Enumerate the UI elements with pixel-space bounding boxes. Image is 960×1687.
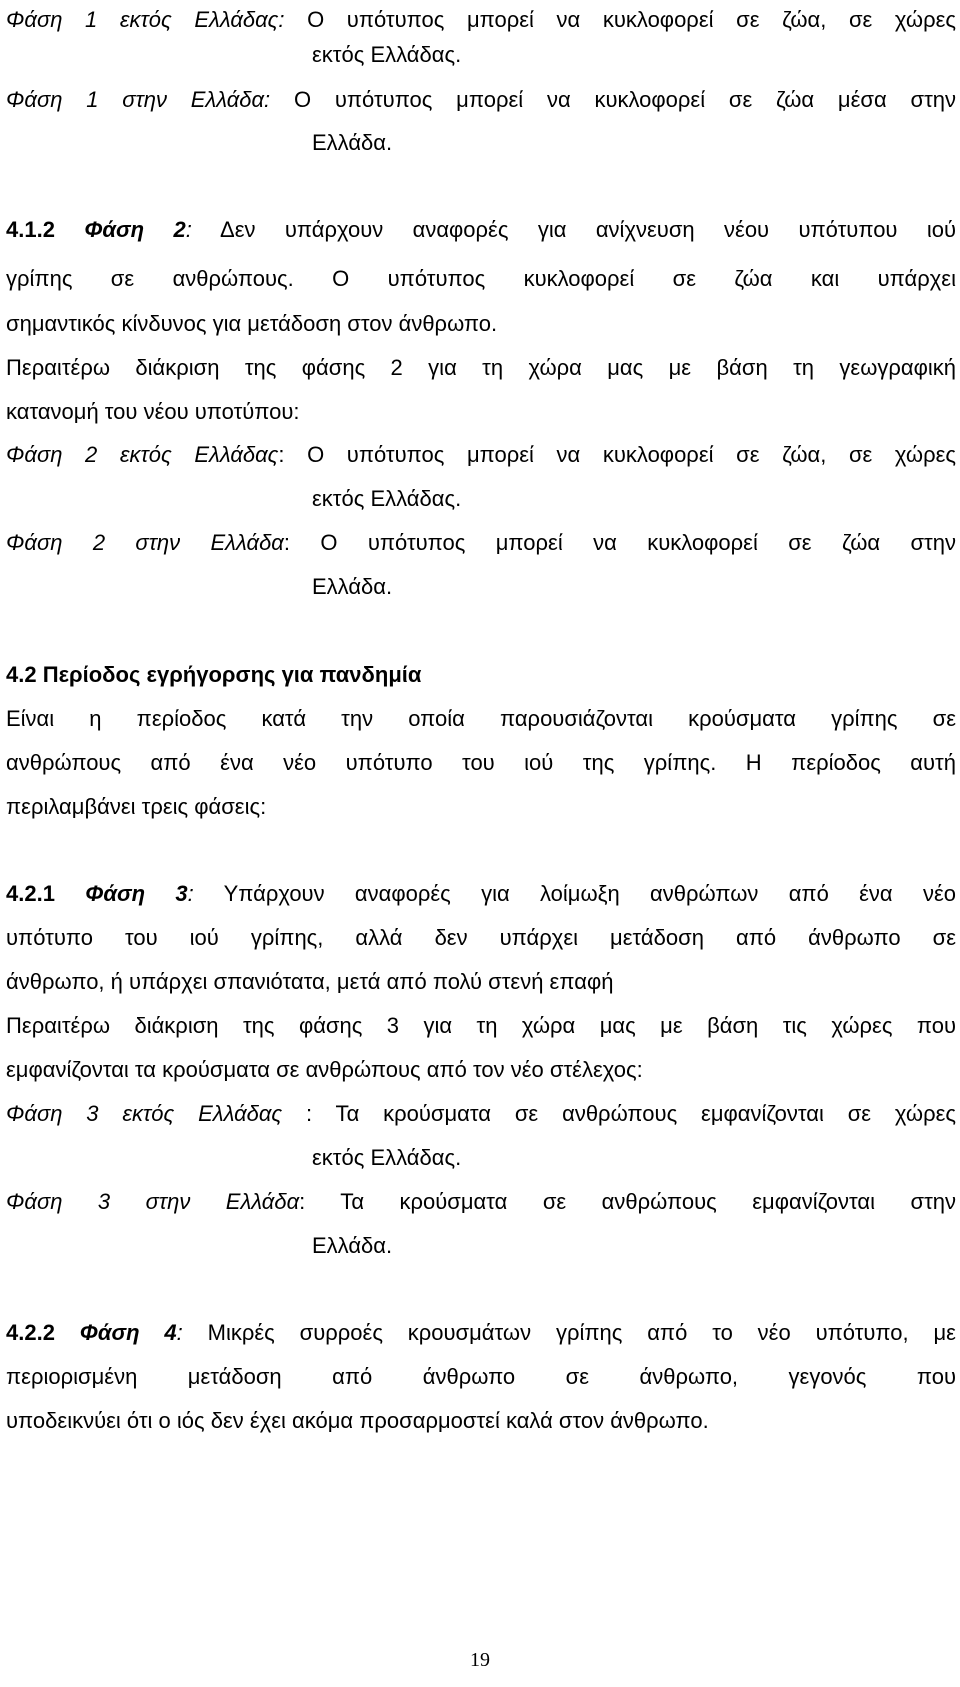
section-4-2-2-heading-line <box>6 1320 956 1346</box>
phase1-greece-text: Ο υπότυπος μπορεί να κυκλοφορεί σε ζώα μέσα στην <box>270 87 956 112</box>
phase1-greece-label: Φάση 1 στην Ελλάδα: <box>6 87 271 112</box>
paragraph-line: σημαντικός κίνδυνος για μετάδοση στον άνθρωπο. <box>6 311 498 336</box>
paragraph-line: Περαιτέρω διάκριση της φάσης 2 για τη χώρα μας με βάση τη γεωγραφική <box>6 355 956 380</box>
phase3-greece-continuation: Ελλάδα. <box>312 1233 393 1258</box>
section-colon: : <box>185 217 192 242</box>
paragraph-line: Είναι η περίοδος κατά την οποία παρουσιάζονται κρούσματα γρίπης σε <box>6 706 956 731</box>
section-title: Φάση 3 <box>54 881 188 906</box>
phase1-greece-line <box>6 87 956 113</box>
phase3-greece-line <box>6 1189 956 1215</box>
section-title: Φάση 4 <box>54 1320 177 1345</box>
phase1-greece-continuation: Ελλάδα. <box>312 130 393 155</box>
paragraph-line: ανθρώπους από ένα νέο υπότυπο του ιού της γρίπης. Η περίοδος αυτή <box>6 750 956 775</box>
section-text: Υπάρχουν αναφορές για λοίμωξη ανθρώπων από ένα νέο <box>193 881 957 906</box>
section-title: Φάση 2 <box>54 217 186 242</box>
phase3-outside-line <box>6 1101 956 1127</box>
phase2-greece-text: : Ο υπότυπος μπορεί να κυκλοφορεί σε ζώα στην <box>283 530 956 555</box>
paragraph-line: κατανομή του νέου υποτύπου: <box>6 399 300 424</box>
section-colon: : <box>176 1320 183 1345</box>
paragraph-line: Περαιτέρω διάκριση της φάσης 3 για τη χώρα μας με βάση τις χώρες που <box>6 1013 956 1038</box>
section-text: Δεν υπάρχουν αναφορές για ανίχνευση νέου υπότυπου ιού <box>191 217 956 242</box>
section-4-2-1-heading-line <box>6 881 956 907</box>
section-4-2-heading: 4.2 Περίοδος εγρήγορσης για πανδημία <box>6 662 422 687</box>
paragraph-line: περιορισμένη μετάδοση από άνθρωπο σε άνθρωπο, γεγονός που <box>6 1364 956 1389</box>
phase3-greece-label: Φάση 3 στην Ελλάδα <box>6 1189 300 1214</box>
section-number: 4.2.2 <box>6 1320 55 1345</box>
paragraph-line: υπότυπο του ιού γρίπης, αλλά δεν υπάρχει μετάδοση από άνθρωπο σε <box>6 925 956 950</box>
phase3-outside-continuation: εκτός Ελλάδας. <box>312 1145 462 1170</box>
phase1-outside-label: Φάση 1 εκτός Ελλάδας: <box>6 7 285 32</box>
section-number: 4.2.1 <box>6 881 55 906</box>
phase2-outside-label: Φάση 2 εκτός Ελλάδας <box>6 442 279 467</box>
phase2-greece-continuation: Ελλάδα. <box>312 574 393 599</box>
paragraph-line: εμφανίζονται τα κρούσματα σε ανθρώπους από τον νέο στέλεχος: <box>6 1057 643 1082</box>
section-colon: : <box>187 881 194 906</box>
section-text: Μικρές συρροές κρουσμάτων γρίπης από το νέο υπότυπο, με <box>182 1320 956 1345</box>
phase1-outside-line <box>6 7 956 33</box>
phase2-outside-text: : Ο υπότυπος μπορεί να κυκλοφορεί σε ζώα, σε χώρες <box>278 442 956 467</box>
paragraph-line: περιλαμβάνει τρεις φάσεις: <box>6 794 267 819</box>
phase2-greece-label: Φάση 2 στην Ελλάδα <box>6 530 284 555</box>
phase3-outside-label: Φάση 3 εκτός Ελλάδας <box>6 1101 283 1126</box>
section-number: 4.1.2 <box>6 217 55 242</box>
phase2-outside-line <box>6 442 956 468</box>
paragraph-line: άνθρωπο, ή υπάρχει σπανιότατα, μετά από πολύ στενή επαφή <box>6 969 614 994</box>
phase1-outside-text: Ο υπότυπος μπορεί να κυκλοφορεί σε ζώα, σε χώρες <box>284 7 956 32</box>
paragraph-line: υποδεικνύει ότι ο ιός δεν έχει ακόμα προσαρμοστεί καλά στον άνθρωπο. <box>6 1408 709 1433</box>
phase3-greece-text: : Τα κρούσματα σε ανθρώπους εμφανίζονται στην <box>299 1189 956 1214</box>
phase2-outside-continuation: εκτός Ελλάδας. <box>312 486 462 511</box>
page-number: 19 <box>470 1649 490 1671</box>
paragraph-line: γρίπης σε ανθρώπους. Ο υπότυπος κυκλοφορεί σε ζώα και υπάρχει <box>6 266 956 291</box>
phase2-greece-line <box>6 530 956 556</box>
document-page <box>6 0 956 1687</box>
phase1-outside-continuation: εκτός Ελλάδας. <box>312 42 462 67</box>
phase3-outside-text: : Τα κρούσματα σε ανθρώπους εμφανίζονται σε χώρες <box>282 1101 956 1126</box>
section-4-1-2-heading-line <box>6 217 956 243</box>
